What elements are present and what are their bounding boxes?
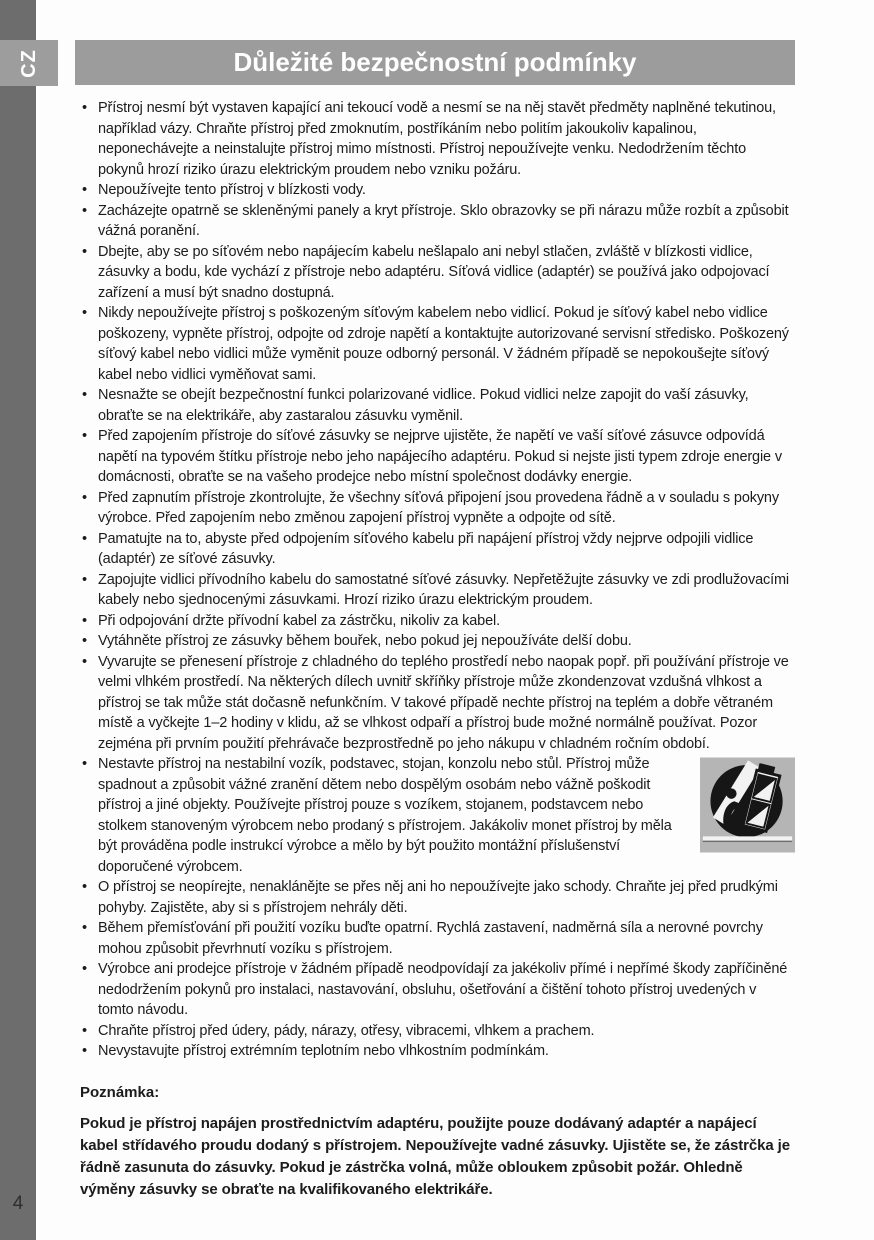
page-title: Důležité bezpečnostní podmínky [233,47,637,77]
safety-instruction-text: Nikdy nepoužívejte přístroj s poškozeným síťovým kabelem nebo vidlicí. Pokud je síťový kabel nebo vidlice poškozeny, vypněte přístroj, odpojte od zdroje napětí a kontaktujte autorizované servisní středisko. Poškozený síťový kabel nebo vidlici může vyměnit pouze odborný personál. V žádném případě se nepokoušejte síťový kabel nebo vidlici vyměňovat sami. [98,305,789,383]
safety-instruction-item [98,570,795,611]
safety-instruction-item [98,98,795,180]
safety-instruction-item [98,959,795,1021]
safety-instruction-text: Během přemísťování při použití vozíku buďte opatrní. Rychlá zastavení, nadměrná síla a nerovné povrchy mohou způsobit převrhnutí vozíku s přístrojem. [98,920,763,957]
safety-instruction-text: Před zapnutím přístroje zkontrolujte, že všechny síťová připojení jsou provedena řádně a v souladu s pokyny výrobce. Před zapojením nebo změnou zapojení přístroj vypněte a odpojte od sítě. [98,489,779,526]
safety-instruction-item [98,1041,795,1062]
safety-instruction-item [98,180,795,201]
safety-instruction-text: Dbejte, aby se po síťovém nebo napájecím kabelu nešlapalo ani nebyl stlačen, zvláště v blízkosti vidlice, zásuvky a bodu, kde vychází z přístroje nebo adaptéru. Síťová vidlice (adaptér) se používá jako odpojovací zařízení a musí být snadno dostupná. [98,243,770,301]
page-number: 4 [12,1193,24,1214]
safety-instruction-text: Výrobce ani prodejce přístroje v žádném případě neodpovídají za jakékoliv přímé i nepřímé škody zapříčiněné nedodržením pokynů pro instalaci, nastavování, obsluhu, ošetřování a čištění tohoto přístroj uvedených v tomto návodu. [98,961,788,1018]
safety-list [75,98,795,1062]
safety-instruction-text: Nepoužívejte tento přístroj v blízkosti vody. [98,182,366,198]
sidebar-strip [0,0,36,1240]
safety-instruction-item [98,652,795,755]
note-label: Poznámka: [80,1083,160,1101]
safety-instructions [75,98,795,1201]
note-section [75,1084,790,1201]
safety-instruction-item [98,242,795,304]
safety-instruction-text: Zapojujte vidlici přívodního kabelu do samostatné síťové zásuvky. Nepřetěžujte zásuvky ve zdi prodlužovacími kabely nebo sjednocenými zásuvkami. Hrozí riziko úrazu elektrickým proudem. [98,571,789,608]
safety-instruction-text: Nesnažte se obejít bezpečnostní funkci polarizované vidlice. Pokud vidlici nelze zapojit do vaší zásuvky, obraťte se na elektrikáře, aby zastaralou zásuvku vyměnil. [98,387,749,424]
safety-instruction-text: Pamatujte na to, abyste před odpojením síťového kabelu při napájení přístroj vždy nejprve odpojili vidlice (adaptér) ze síťové zásuvky. [98,530,754,567]
safety-instruction-item [98,488,795,529]
tip-over-warning-icon [700,756,795,854]
section-header-bar [75,40,795,85]
safety-instruction-item [98,631,795,652]
safety-instruction-item [98,918,795,959]
page-body [75,40,795,1201]
safety-instruction-item [98,754,795,877]
safety-instruction-item [98,611,795,632]
language-tab-label: CZ [17,48,40,78]
safety-instruction-item [98,529,795,570]
safety-instruction-text: Přístroj nesmí být vystaven kapající ani tekoucí vodě a nesmí se na něj stavět předměty naplněné tekutinou, například vázy. Chraňte přístroj před zmoknutím, postříkáním nebo politím jakoukoliv kapalinou, neponechávejte a neinstalujte přístroj mimo místnosti. Přístroj nepoužívejte venku. Nedodržením těchto pokynů hrozí riziko úrazu elektrickým proudem nebo vzniku požáru. [98,100,776,178]
safety-instruction-text: Nestavte přístroj na nestabilní vozík, podstavec, stojan, konzolu nebo stůl. Přístroj může spadnout a způsobit vážné zranění dětem nebo dospělým osobám nebo vážně poškodit přístroj a jiné objekty. Používejte přístroj pouze s vozíkem, stojanem, podstavcem nebo stolkem stanoveným výrobcem nebo prodaný s přístrojem. Jakákoliv monet přístroj by měla být prováděna podle instrukcí výrobce a mělo by být použito montážní příslušenství doporučené výrobcem. [98,756,672,875]
note-body: Pokud je přístroj napájen prostřednictvím adaptéru, použijte pouze dodávaný adaptér a napájecí kabel střídavého proudu dodaný s přístrojem. Nepoužívejte vadné zásuvky. Ujistěte se, že zástrčka je řádně zasunuta do zásuvky. Pokud je zástrčka volná, může obloukem způsobit požár. Ohledně výměny zásuvky se obraťte na kvalifikovaného elektrikáře. [80,1114,790,1198]
safety-instruction-item [98,426,795,488]
safety-instruction-text: Při odpojování držte přívodní kabel za zástrčku, nikoliv za kabel. [98,612,500,629]
safety-instruction-item [98,877,795,918]
language-tab [0,40,58,86]
safety-instruction-text: Vytáhněte přístroj ze zásuvky během bouřek, nebo pokud jej nepoužíváte delší dobu. [98,633,632,649]
safety-instruction-item [98,201,795,242]
safety-instruction-item [98,385,795,426]
safety-instruction-text: Chraňte přístroj před údery, pády, nárazy, otřesy, vibracemi, vlhkem a prachem. [98,1022,595,1039]
safety-instruction-text: Zacházejte opatrně se skleněnými panely a kryt přístroje. Sklo obrazovky se při nárazu může rozbít a způsobit vážná poranění. [98,202,789,239]
safety-instruction-text: Před zapojením přístroje do síťové zásuvky se nejprve ujistěte, že napětí ve vaší síťové zásuvce odpovídá napětí na typovém štítku přístroje nebo jeho napájecího adaptéru. Pokud si nejste jisti typem zdroje energie v domácnosti, obraťte se na vašeho prodejce nebo místní společnost dodávky energie. [98,428,782,485]
safety-instruction-text: Nevystavujte přístroj extrémním teplotním nebo vlhkostním podmínkám. [98,1043,549,1059]
safety-instruction-text: Vyvarujte se přenesení přístroje z chladného do teplého prostředí nebo naopak popř. při používání přístroje ve velmi vlhkém prostředí. Na některých dílech uvnitř skříňky přístroje může zkondenzovat vzdušná vlhkost a přístroj se tak může stát dočasně nefunkčním. V takové případě nechte přístroj na teplém a dobře větraném místě a vyčkejte 1–2 hodiny v klidu, až se vlhkost odpaří a přístroj bude možné normálně používat. Pozor zejména při prvním použití přehrávače bezprostředně po jeho nákupu v chladném ročním období. [98,653,789,752]
safety-instruction-item [98,1021,795,1042]
safety-instruction-text: O přístroj se neopírejte, nenaklánějte se přes něj ani ho nepoužívejte jako schody. Chraňte jej před prudkými pohyby. Zajistěte, aby si s přístrojem nehrály děti. [98,879,778,916]
safety-instruction-item [98,303,795,385]
